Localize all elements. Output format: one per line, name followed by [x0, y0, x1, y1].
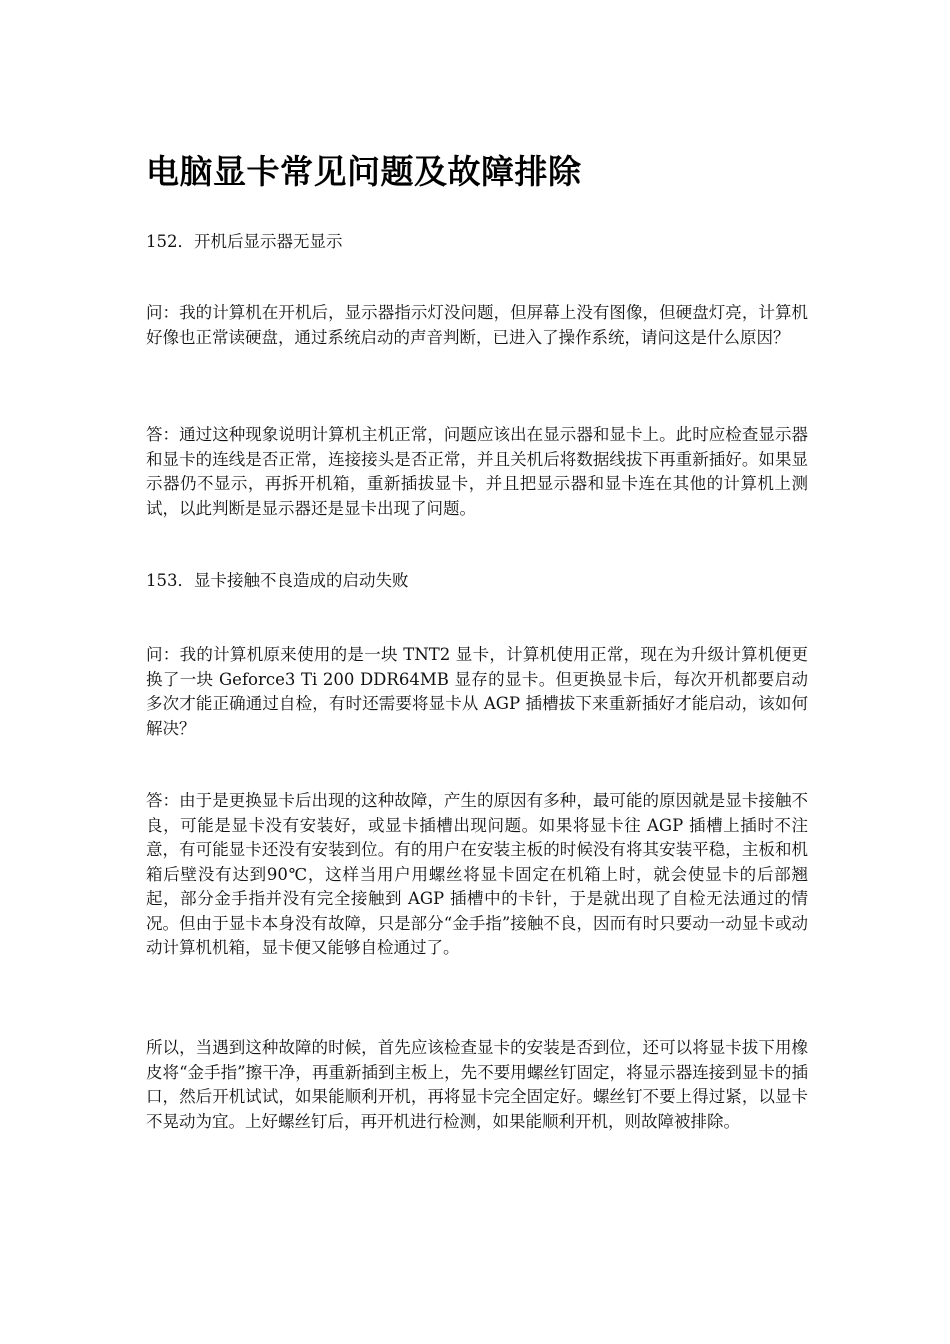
answer-paragraph-152: 答：通过这种现象说明计算机主机正常，问题应该出在显示器和显卡上。此时应检查显示器和显卡的连线是否正常，连接接头是否正常，并且关机后将数据线拔下再重新插好。如果显示器仍不显示，再拆开机箱，重新插拔显卡，并且把显示器和显卡连在其他的计算机上测试，以此判断是显示器还是显卡出现了问题。 [146, 425, 808, 518]
document-title: 电脑显卡常见问题及故障排除 [146, 152, 582, 191]
section-heading-153: 153．显卡接触不良造成的启动失败 [146, 571, 409, 590]
question-paragraph-152: 问：我的计算机在开机后，显示器指示灯没问题，但屏幕上没有图像，但硬盘灯亮，计算机好像也正常读硬盘，通过系统启动的声音判断，已进入了操作系统，请问这是什么原因？ [146, 303, 808, 347]
question-paragraph-153: 问：我的计算机原来使用的是一块 TNT2 显卡，计算机使用正常，现在为升级计算机便更换了一块 Geforce3 Ti 200 DDR64MB 显存的显卡。但更换显卡后，每次开机都要启动多次才能正确通过自检，有时还需要将显卡从 AGP 插槽拔下来重新插好才能启动，该如何解决？ [146, 645, 808, 738]
answer-paragraph-153: 答：由于是更换显卡后出现的这种故障，产生的原因有多种，最可能的原因就是显卡接触不良，可能是显卡没有安装好，或显卡插槽出现问题。如果将显卡往 AGP 插槽上插时不注意，有可能显卡还没有安装到位。有的用户在安装主板的时候没有将其安装平稳，主板和机箱后壁没有达到90℃，这样当用户用螺丝将显卡固定在机箱上时，就会使显卡的后部翘起，部分金手指并没有完全接触到 AGP 插槽中的卡针，于是就出现了自检无法通过的情况。但由于显卡本身没有故障，只是部分“金手指”接触不良，因而有时只要动一动显卡或动动计算机机箱，显卡便又能够自检通过了。 [146, 791, 808, 957]
section-heading-152: 152．开机后显示器无显示 [146, 232, 343, 251]
conclusion-paragraph-153: 所以，当遇到这种故障的时候，首先应该检查显卡的安装是否到位，还可以将显卡拔下用橡皮将“金手指”擦干净，再重新插到主板上，先不要用螺丝钉固定，将显示器连接到显卡的插口，然后开机试试，如果能顺利开机，再将显卡完全固定好。螺丝钉不要上得过紧，以显卡不晃动为宜。上好螺丝钉后，再开机进行检测，如果能顺利开机，则故障被排除。 [146, 1038, 808, 1131]
